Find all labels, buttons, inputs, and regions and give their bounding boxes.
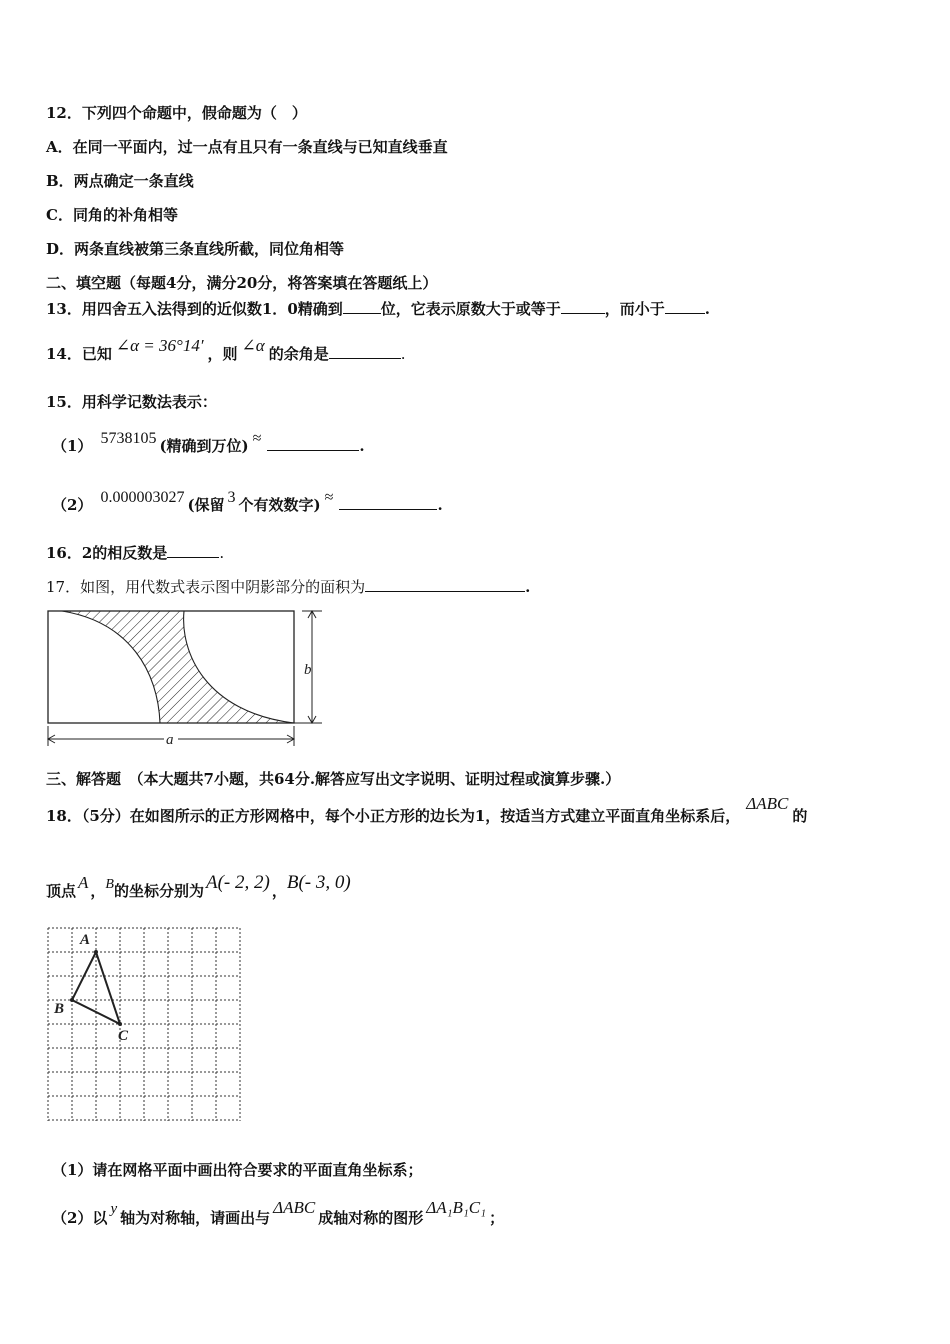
q14-mid: ，则 (207, 345, 238, 363)
q18-line1-end: 的 (792, 807, 808, 825)
q15-p2-number: 0.000003027 (100, 489, 185, 506)
q18-coord-a: A(- 2, 2) (206, 872, 270, 893)
q18-sub2-end: ； (489, 1209, 505, 1227)
section3-title: 三、解答题 （本大题共7小题，共64分.解答应写出文字说明、证明过程或演算步骤.） (46, 770, 621, 788)
q14-blank[interactable] (329, 344, 401, 359)
q15-p2-label: （2） (52, 496, 93, 514)
q16-text: 16．2的相反数是 (46, 544, 168, 562)
q14-end: . (400, 345, 406, 363)
q13-prefix: 13．用四舍五入法得到的近似数1．0精确到 (46, 300, 343, 318)
q15-p1-approx: ≈ (252, 430, 262, 447)
q18-point-b: B (105, 877, 114, 892)
q13-blank-1[interactable] (343, 299, 381, 314)
q13-blank-2[interactable] (561, 299, 605, 314)
q15-p1-end: . (359, 437, 365, 455)
q12-option-d[interactable]: D．两条直线被第三条直线所截，同位角相等 (46, 240, 345, 258)
q18-comma-1: ， (90, 882, 106, 900)
q15-p1-note: (精确到万位) (159, 437, 249, 455)
q16-end: . (219, 544, 225, 562)
q18-axis-y: y (110, 1201, 118, 1217)
q17-label-b: b (304, 662, 312, 678)
q13-blank-3[interactable] (665, 299, 705, 314)
q13-mid1: 位，它表示原数大于或等于 (380, 300, 561, 318)
q17-shaded-region (62, 611, 294, 723)
q15-p2-note-a: (保留 (187, 496, 225, 514)
q18-point-a: A (78, 873, 89, 892)
q18-grid-label-b: B (54, 1001, 65, 1017)
q12-option-b[interactable]: B．两点确定一条直线 (46, 172, 194, 190)
q15-p1-number: 5738105 (100, 430, 157, 447)
q13-end: . (704, 300, 711, 318)
q17-figure (40, 602, 330, 750)
q13-mid2: ，而小于 (604, 300, 665, 318)
q17-line (46, 577, 530, 597)
q18-comma-2: ， (271, 882, 287, 900)
q17-label-a: a (166, 732, 174, 748)
q15-p1-label: （1） (52, 437, 93, 455)
q18-line1 (46, 794, 808, 826)
section2-title: 二、填空题（每题4分，满分20分，将答案填在答题纸上） (46, 274, 438, 292)
q18-line1-text: 18．（5分）在如图所示的正方形网格中，每个小正方形的边长为1，按适当方式建立平面直角坐标系后， (46, 807, 741, 825)
q15-p2-note-b: 个有效数字) (238, 496, 321, 514)
q15-p2-approx: ≈ (324, 489, 334, 506)
q13-line (46, 299, 710, 319)
q12-option-a[interactable]: A．在同一平面内，过一点有且只有一条直线与已知直线垂直 (46, 138, 448, 156)
q12-option-c[interactable]: C．同角的补角相等 (46, 206, 178, 224)
q15-p2-end: . (437, 496, 443, 514)
q15-p2-digits: 3 (227, 489, 236, 506)
q18-grid (48, 928, 240, 1121)
q15-part2 (52, 489, 443, 516)
q18-sub2-image-triangle: ΔA₁B₁C₁ (426, 1198, 487, 1217)
q18-grid-label-c: C (118, 1028, 129, 1044)
q15-part1 (52, 430, 365, 457)
q18-line2 (46, 872, 351, 903)
q16-blank[interactable] (167, 543, 219, 558)
q17-end: . (525, 578, 531, 596)
q18-sub2-b: 轴为对称轴，请画出与 (120, 1209, 271, 1227)
q18-sub2-c: 成轴对称的图形 (318, 1209, 424, 1227)
q18-sub1: （1）请在网格平面中画出符合要求的平面直角坐标系； (52, 1161, 423, 1179)
q17-text: 17．如图，用代数式表示图中阴影部分的面积为 (46, 578, 366, 596)
q18-sub2 (52, 1198, 505, 1229)
q14-line (46, 336, 406, 364)
q18-sub2-triangle: ΔABC (273, 1198, 316, 1217)
q14-prefix: 14．已知 (46, 345, 112, 363)
q15-stem: 15．用科学记数法表示： (46, 393, 217, 411)
q17-blank[interactable] (365, 577, 525, 592)
q18-coord-b: B(- 3, 0) (286, 872, 351, 893)
q15-p1-blank[interactable] (267, 436, 359, 451)
q18-triangle: ΔABC (746, 794, 789, 813)
q14-angle: ∠α (241, 336, 265, 355)
q14-angle-expr: ∠α = 36°14′ (115, 336, 204, 355)
q15-p2-blank[interactable] (339, 495, 437, 510)
q16-line (46, 543, 224, 563)
q18-line2-a: 顶点 (46, 882, 77, 900)
q14-suffix: 的余角是 (268, 345, 329, 363)
q18-grid-label-a: A (80, 932, 91, 948)
q12-stem: 12．下列四个命题中，假命题为（ ） (46, 104, 307, 122)
q18-sub2-a: （2）以 (52, 1209, 108, 1227)
q18-grid-figure (44, 925, 246, 1125)
q18-line2-b: 的坐标分别为 (113, 882, 204, 900)
